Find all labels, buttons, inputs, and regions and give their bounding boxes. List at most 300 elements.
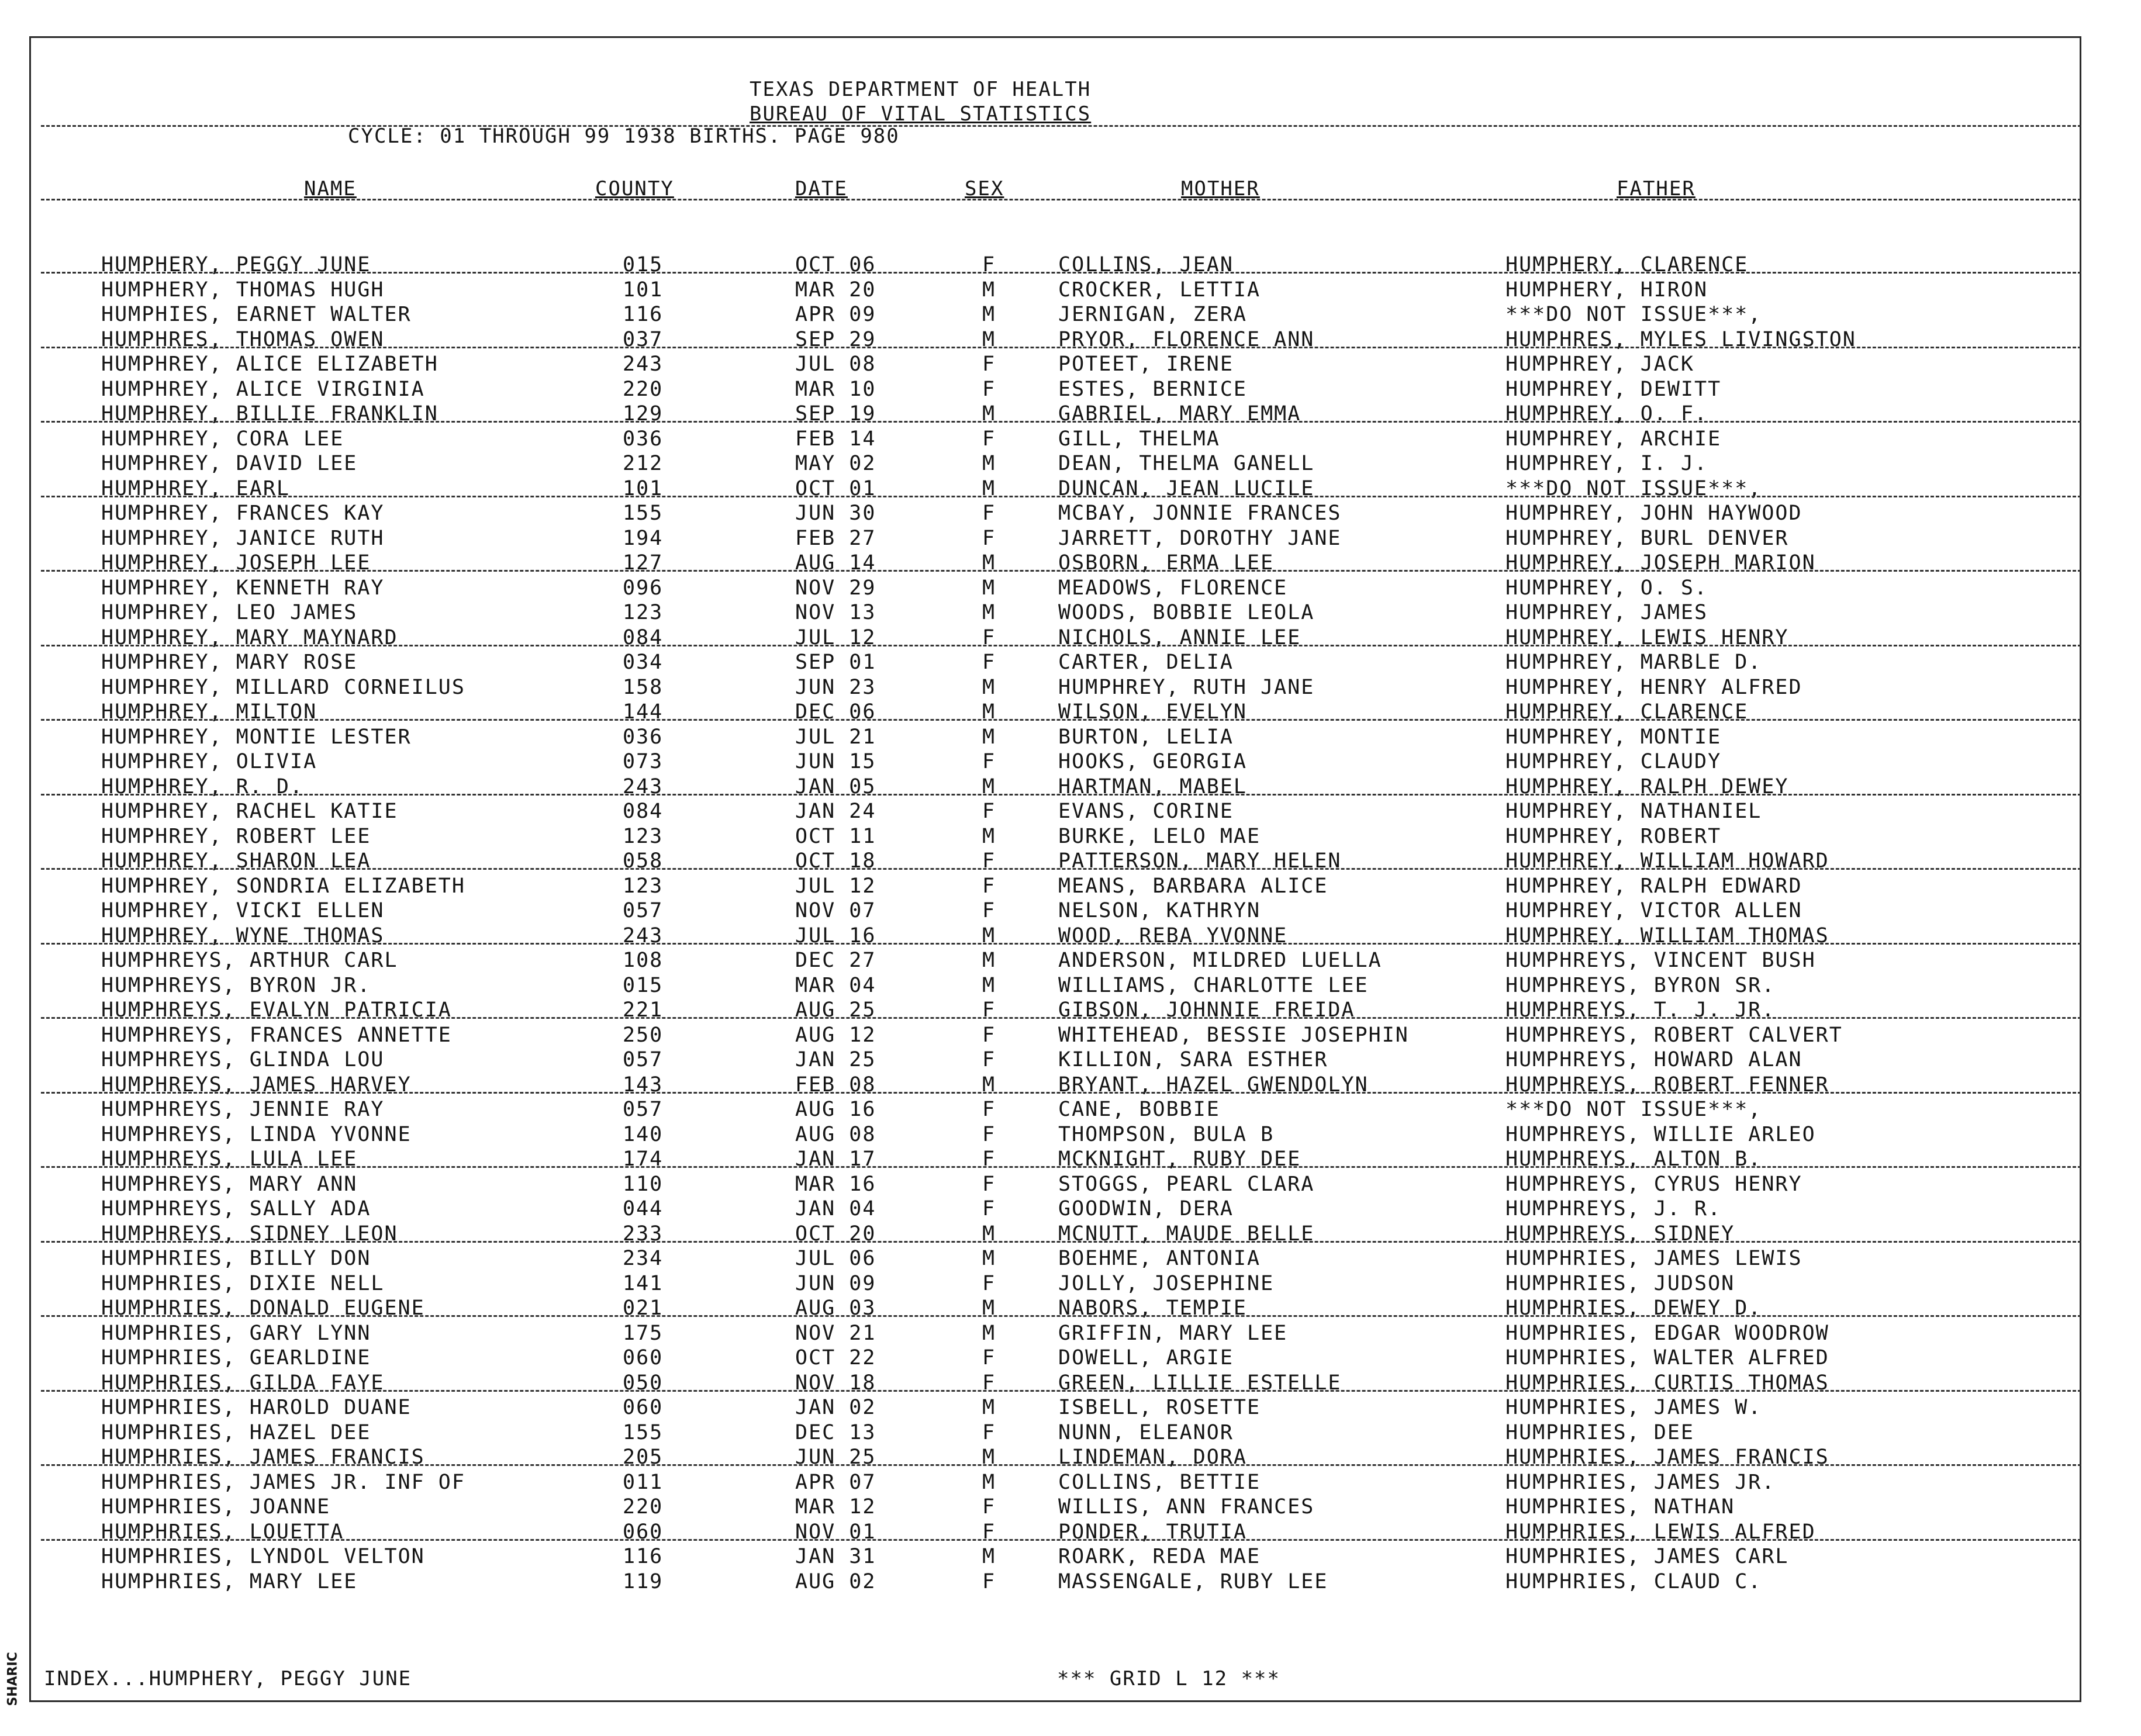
record-name: HUMPHREY, OLIVIA [101,750,317,773]
record-father: HUMPHRIES, JAMES JR. [1505,1470,1776,1494]
record-father: HUMPHREYS, CYRUS HENRY [1505,1172,1802,1196]
record-name: HUMPHREY, MARY ROSE [101,651,358,674]
record-mother: ROARK, REDA MAE [1058,1545,1261,1568]
record-mother: WILLIAMS, CHARLOTTE LEE [1058,973,1369,997]
record-row [0,1097,2141,1122]
record-mother: GOODWIN, DERA [1058,1197,1234,1220]
record-name: HUMPHREYS, LINDA YVONNE [101,1122,412,1146]
record-father: HUMPHREY, JAMES [1505,601,1708,624]
record-name: HUMPHRIES, JOANNE [101,1495,331,1519]
record-mother: DOWELL, ARGIE [1058,1346,1234,1370]
record-sex: F [982,800,996,823]
record-mother: WOODS, BOBBIE LEOLA [1058,601,1315,624]
record-father: HUMPHREY, RALPH DEWEY [1505,774,1789,798]
record-name: HUMPHRIES, GARY LYNN [101,1321,371,1345]
record-county: 123 [623,874,664,898]
record-county: 015 [623,253,664,276]
record-sex: F [982,502,996,525]
record-county: 143 [623,1073,664,1097]
record-mother: MEANS, BARBARA ALICE [1058,874,1328,898]
record-row [0,849,2141,874]
record-county: 175 [623,1321,664,1345]
record-row [0,1569,2141,1595]
record-date: FEB 27 [795,526,876,550]
record-name: HUMPHREYS, ARTHUR CARL [101,949,398,972]
record-date: JUL 21 [795,725,876,749]
record-sex: F [982,1520,996,1544]
record-row [0,1023,2141,1048]
record-mother: NABORS, TEMPIE [1058,1296,1248,1320]
record-row [0,1172,2141,1197]
record-sex: M [982,1247,996,1270]
record-name: HUMPHREY, JOSEPH LEE [101,551,371,575]
record-date: APR 09 [795,303,876,326]
record-row [0,327,2141,352]
record-father: HUMPHREY, WILLIAM THOMAS [1505,924,1829,947]
record-sex: M [982,1545,996,1568]
record-sex: F [982,625,996,649]
record-father: HUMPHREY, JOHN HAYWOOD [1505,502,1802,525]
record-name: HUMPHREY, MILTON [101,700,317,724]
record-date: JUL 08 [795,352,876,376]
record-sex: F [982,998,996,1022]
record-name: HUMPHRIES, MARY LEE [101,1569,358,1593]
record-date: MAR 20 [795,278,876,302]
record-date: OCT 18 [795,849,876,873]
record-sex: F [982,1346,996,1370]
record-mother: WILSON, EVELYN [1058,700,1248,724]
record-row [0,1395,2141,1420]
record-name: HUMPHREY, CORA LEE [101,427,344,451]
record-mother: HARTMAN, MABEL [1058,774,1248,798]
record-father: HUMPHRIES, JAMES FRANCIS [1505,1445,1829,1469]
record-father: HUMPHRIES, EDGAR WOODROW [1505,1321,1829,1345]
record-father: HUMPHERY, CLARENCE [1505,253,1749,276]
record-row [0,1445,2141,1470]
record-date: SEP 19 [795,402,876,426]
record-row [0,1222,2141,1247]
record-father: HUMPHREYS, T. J. JR. [1505,998,1776,1022]
record-father: HUMPHREY, LEWIS HENRY [1505,625,1789,649]
record-county: 101 [623,278,664,302]
record-sex: F [982,1271,996,1295]
record-sex: M [982,973,996,997]
record-date: JUL 06 [795,1247,876,1270]
record-father: HUMPHREY, O. S. [1505,576,1708,600]
record-county: 073 [623,750,664,773]
record-father: HUMPHREYS, WILLIE ARLEO [1505,1122,1816,1146]
record-county: 116 [623,303,664,326]
record-row [0,799,2141,824]
record-father: HUMPHREY, MONTIE [1505,725,1722,749]
record-name: HUMPHERY, PEGGY JUNE [101,253,371,276]
record-father: HUMPHREY, CLARENCE [1505,700,1749,724]
record-mother: JOLLY, JOSEPHINE [1058,1271,1275,1295]
record-mother: JARRETT, DOROTHY JANE [1058,526,1342,550]
record-sex: F [982,377,996,401]
record-row [0,874,2141,899]
record-date: MAR 16 [795,1172,876,1196]
record-sex: M [982,278,996,302]
record-county: 060 [623,1396,664,1419]
record-sex: M [982,402,996,426]
record-county: 084 [623,800,664,823]
record-date: SEP 29 [795,327,876,351]
record-row [0,998,2141,1023]
record-mother: MEADOWS, FLORENCE [1058,576,1288,600]
record-date: FEB 14 [795,427,876,451]
record-father: HUMPHREY, WILLIAM HOWARD [1505,849,1829,873]
record-row [0,898,2141,924]
record-father: HUMPHREYS, VINCENT BUSH [1505,949,1816,972]
record-row [0,576,2141,601]
record-date: NOV 29 [795,576,876,600]
record-father: HUMPHRIES, LEWIS ALFRED [1505,1520,1816,1544]
record-father: HUMPHRIES, JAMES CARL [1505,1545,1789,1568]
record-date: MAY 02 [795,452,876,475]
record-row [0,824,2141,849]
record-date: MAR 10 [795,377,876,401]
record-name: HUMPHREY, ALICE VIRGINIA [101,377,425,401]
column-header-county: COUNTY [595,177,674,200]
record-name: HUMPHREY, JANICE RUTH [101,526,385,550]
record-father: ***DO NOT ISSUE***, [1505,476,1762,500]
record-father: HUMPHRIES, JUDSON [1505,1271,1735,1295]
record-row [0,352,2141,377]
record-sex: F [982,750,996,773]
record-father: HUMPHREYS, SIDNEY [1505,1222,1735,1246]
record-row [0,973,2141,998]
record-county: 044 [623,1197,664,1220]
record-county: 174 [623,1147,664,1171]
record-county: 050 [623,1371,664,1395]
record-father: HUMPHREY, JACK [1505,352,1695,376]
record-name: HUMPHRIES, HAZEL DEE [101,1420,371,1444]
record-county: 158 [623,675,664,699]
record-date: JUN 15 [795,750,876,773]
record-name: HUMPHREYS, EVALYN PATRICIA [101,998,452,1022]
record-date: AUG 14 [795,551,876,575]
record-mother: DUNCAN, JEAN LUCILE [1058,476,1315,500]
record-name: HUMPHRIES, JAMES FRANCIS [101,1445,425,1469]
record-father: HUMPHRIES, CURTIS THOMAS [1505,1371,1829,1395]
record-mother: NELSON, KATHRYN [1058,899,1261,922]
grid-footer: *** GRID L 12 *** [1057,1667,1280,1690]
record-mother: DEAN, THELMA GANELL [1058,452,1315,475]
record-mother: ESTES, BERNICE [1058,377,1248,401]
record-county: 234 [623,1247,664,1270]
record-sex: M [982,1396,996,1419]
record-name: HUMPHREY, EARL [101,476,291,500]
record-date: NOV 18 [795,1371,876,1395]
record-name: HUMPHREY, MONTIE LESTER [101,725,412,749]
record-county: 243 [623,924,664,947]
record-row [0,1371,2141,1396]
record-name: HUMPHREY, MARY MAYNARD [101,625,398,649]
record-row [0,526,2141,551]
record-name: HUMPHREY, ALICE ELIZABETH [101,352,438,376]
cycle-line: CYCLE: 01 THROUGH 99 1938 BIRTHS. PAGE 980 [348,125,900,148]
record-county: 116 [623,1545,664,1568]
record-name: HUMPHERY, THOMAS HUGH [101,278,385,302]
record-row [0,625,2141,651]
record-sex: M [982,1445,996,1469]
record-county: 129 [623,402,664,426]
bureau-title: BUREAU OF VITAL STATISTICS [750,102,1092,126]
record-sex: M [982,576,996,600]
record-county: 110 [623,1172,664,1196]
record-name: HUMPHREY, ROBERT LEE [101,824,371,848]
record-date: APR 07 [795,1470,876,1494]
record-sex: F [982,1569,996,1593]
record-sex: M [982,1222,996,1246]
record-county: 108 [623,949,664,972]
record-father: HUMPHREYS, BYRON SR. [1505,973,1776,997]
record-county: 015 [623,973,664,997]
index-footer: INDEX...HUMPHERY, PEGGY JUNE [44,1667,412,1690]
record-mother: MASSENGALE, RUBY LEE [1058,1569,1328,1593]
record-county: 144 [623,700,664,724]
record-father: HUMPHREY, JOSEPH MARION [1505,551,1816,575]
record-father: HUMPHRIES, JAMES W. [1505,1396,1762,1419]
record-county: 250 [623,1023,664,1047]
record-mother: CROCKER, LETTIA [1058,278,1261,302]
record-county: 221 [623,998,664,1022]
record-mother: HOOKS, GEORGIA [1058,750,1248,773]
record-row [0,1420,2141,1445]
record-father: HUMPHRIES, JAMES LEWIS [1505,1247,1802,1270]
record-name: HUMPHRES, THOMAS OWEN [101,327,385,351]
record-date: NOV 07 [795,899,876,922]
record-sex: F [982,1023,996,1047]
record-mother: COLLINS, JEAN [1058,253,1234,276]
record-father: ***DO NOT ISSUE***, [1505,303,1762,326]
record-date: MAR 04 [795,973,876,997]
record-county: 021 [623,1296,664,1320]
record-mother: THOMPSON, BULA B [1058,1122,1275,1146]
record-row [0,1470,2141,1495]
record-date: OCT 06 [795,253,876,276]
record-mother: BOEHME, ANTONIA [1058,1247,1261,1270]
record-father: HUMPHREYS, ROBERT FENNER [1505,1073,1829,1097]
record-date: AUG 16 [795,1098,876,1121]
record-date: OCT 20 [795,1222,876,1246]
record-county: 060 [623,1346,664,1370]
record-mother: NICHOLS, ANNIE LEE [1058,625,1301,649]
column-header-name: NAME [304,177,357,200]
record-date: JUN 30 [795,502,876,525]
record-sex: M [982,551,996,575]
records-list [0,253,2141,1594]
record-row [0,551,2141,576]
record-date: JAN 04 [795,1197,876,1220]
record-row [0,650,2141,675]
record-row [0,1271,2141,1296]
record-name: HUMPHREYS, FRANCES ANNETTE [101,1023,452,1047]
header-divider [41,125,2081,127]
record-father: HUMPHREY, HENRY ALFRED [1505,675,1802,699]
record-sex: M [982,476,996,500]
record-mother: GIBSON, JOHNNIE FREIDA [1058,998,1355,1022]
record-name: HUMPHRIES, GEARLDINE [101,1346,371,1370]
record-date: JAN 25 [795,1048,876,1071]
record-date: OCT 01 [795,476,876,500]
record-name: HUMPHRIES, LYNDOL VELTON [101,1545,425,1568]
record-name: HUMPHREY, FRANCES KAY [101,502,385,525]
record-row [0,774,2141,800]
record-sex: F [982,427,996,451]
record-county: 058 [623,849,664,873]
record-father: HUMPHERY, HIRON [1505,278,1708,302]
record-date: JAN 31 [795,1545,876,1568]
record-mother: CARTER, DELIA [1058,651,1234,674]
record-date: JUN 09 [795,1271,876,1295]
record-name: HUMPHRIES, LOUETTA [101,1520,344,1544]
record-mother: EVANS, CORINE [1058,800,1234,823]
record-sex: M [982,303,996,326]
record-mother: WILLIS, ANN FRANCES [1058,1495,1315,1519]
record-sex: M [982,1073,996,1097]
record-county: 057 [623,1098,664,1121]
record-date: AUG 12 [795,1023,876,1047]
record-name: HUMPHREY, DAVID LEE [101,452,358,475]
record-date: NOV 01 [795,1520,876,1544]
record-mother: STOGGS, PEARL CLARA [1058,1172,1315,1196]
record-father: HUMPHREYS, J. R. [1505,1197,1722,1220]
record-sex: F [982,1371,996,1395]
record-mother: GREEN, LILLIE ESTELLE [1058,1371,1342,1395]
record-sex: M [982,725,996,749]
record-mother: CANE, BOBBIE [1058,1098,1220,1121]
record-mother: BURTON, LELIA [1058,725,1234,749]
record-sex: F [982,1147,996,1171]
record-county: 220 [623,377,664,401]
record-date: JUL 12 [795,874,876,898]
record-sex: M [982,452,996,475]
record-county: 243 [623,352,664,376]
record-row [0,501,2141,526]
record-mother: LINDEMAN, DORA [1058,1445,1248,1469]
record-father: HUMPHREY, BURL DENVER [1505,526,1789,550]
record-name: HUMPHREYS, MARY ANN [101,1172,358,1196]
record-name: HUMPHRIES, GILDA FAYE [101,1371,385,1395]
record-mother: KILLION, SARA ESTHER [1058,1048,1328,1071]
record-date: JAN 05 [795,774,876,798]
record-row [0,377,2141,402]
column-header-date: DATE [795,177,848,200]
record-father: HUMPHRES, MYLES LIVINGSTON [1505,327,1856,351]
record-date: OCT 11 [795,824,876,848]
column-header-sex: SEX [965,177,1004,200]
record-row [0,253,2141,278]
record-county: 243 [623,774,664,798]
record-date: OCT 22 [795,1346,876,1370]
record-father: HUMPHREY, DEWITT [1505,377,1722,401]
record-row [0,1495,2141,1520]
record-father: HUMPHREY, ROBERT [1505,824,1722,848]
record-father: HUMPHRIES, CLAUD C. [1505,1569,1762,1593]
record-sex: M [982,327,996,351]
record-sex: M [982,1296,996,1320]
record-county: 155 [623,1420,664,1444]
record-father: HUMPHRIES, DEE [1505,1420,1695,1444]
record-mother: JERNIGAN, ZERA [1058,303,1248,326]
record-sex: M [982,949,996,972]
record-name: HUMPHREYS, JAMES HARVEY [101,1073,412,1097]
column-header-mother: MOTHER [1181,177,1260,200]
record-sex: F [982,651,996,674]
record-father: HUMPHRIES, DEWEY D. [1505,1296,1762,1320]
record-row [0,948,2141,973]
department-title: TEXAS DEPARTMENT OF HEALTH [750,78,1092,101]
record-date: DEC 27 [795,949,876,972]
record-sex: F [982,1122,996,1146]
record-sex: F [982,1495,996,1519]
record-mother: WOOD, REBA YVONNE [1058,924,1288,947]
record-father: HUMPHREYS, HOWARD ALAN [1505,1048,1802,1071]
record-row [0,749,2141,774]
record-county: 119 [623,1569,664,1593]
record-date: JUN 25 [795,1445,876,1469]
record-row [0,1544,2141,1569]
record-county: 057 [623,899,664,922]
record-sex: F [982,849,996,873]
record-mother: GRIFFIN, MARY LEE [1058,1321,1288,1345]
record-sex: M [982,675,996,699]
record-county: 123 [623,601,664,624]
record-date: JUN 23 [795,675,876,699]
record-row [0,1147,2141,1172]
record-sex: F [982,899,996,922]
record-father: HUMPHREY, ARCHIE [1505,427,1722,451]
record-county: 205 [623,1445,664,1469]
record-date: DEC 13 [795,1420,876,1444]
record-father: HUMPHREY, I. J. [1505,452,1708,475]
record-name: HUMPHRIES, DONALD EUGENE [101,1296,425,1320]
record-mother: NUNN, ELEANOR [1058,1420,1234,1444]
record-name: HUMPHREY, SONDRIA ELIZABETH [101,874,465,898]
record-father: HUMPHREY, NATHANIEL [1505,800,1762,823]
record-row [0,302,2141,327]
record-county: 101 [623,476,664,500]
record-row [0,402,2141,427]
record-father: ***DO NOT ISSUE***, [1505,1098,1762,1121]
record-father: HUMPHREYS, ROBERT CALVERT [1505,1023,1843,1047]
column-header-divider [41,199,2081,200]
record-mother: HUMPHREY, RUTH JANE [1058,675,1315,699]
record-county: 220 [623,1495,664,1519]
record-row [0,600,2141,625]
record-name: HUMPHRIES, JAMES JR. INF OF [101,1470,465,1494]
record-mother: COLLINS, BETTIE [1058,1470,1261,1494]
record-name: HUMPHREY, SHARON LEA [101,849,371,873]
record-row [0,451,2141,476]
record-date: AUG 25 [795,998,876,1022]
record-mother: ANDERSON, MILDRED LUELLA [1058,949,1382,972]
record-name: HUMPHREYS, LULA LEE [101,1147,358,1171]
record-name: HUMPHREYS, JENNIE RAY [101,1098,385,1121]
record-row [0,700,2141,725]
record-mother: PATTERSON, MARY HELEN [1058,849,1342,873]
record-sex: M [982,1470,996,1494]
record-sex: F [982,253,996,276]
record-father: HUMPHREYS, ALTON B. [1505,1147,1762,1171]
record-date: AUG 02 [795,1569,876,1593]
record-row [0,1321,2141,1346]
record-father: HUMPHREY, VICTOR ALLEN [1505,899,1802,922]
column-header-father: FATHER [1617,177,1695,200]
record-row [0,924,2141,949]
